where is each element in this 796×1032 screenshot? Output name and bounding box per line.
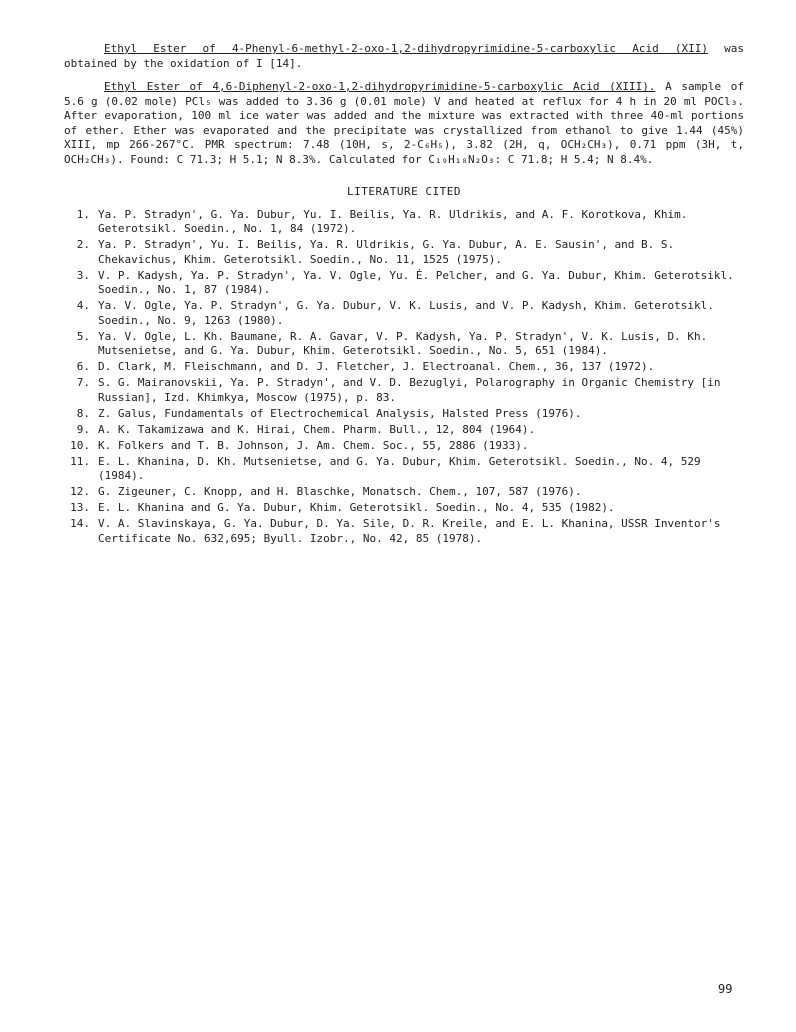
reference-text: A. K. Takamizawa and K. Hirai, Chem. Pharm. Bull., 12, 804 (1964).	[98, 422, 536, 436]
reference-text: D. Clark, M. Fleischmann, and D. J. Fletcher, J. Electroanal. Chem., 36, 137 (1972).	[98, 360, 655, 373]
reference-text: Ya. P. Stradyn', G. Ya. Dubur, Yu. I. Beilis, Ya. R. Uldrikis, and A. F. Korotkova, Khim. Geterotsikl. Soedin., No. 1, 84 (1972).	[98, 207, 688, 235]
page-number: 99	[718, 982, 733, 996]
reference-item	[64, 485, 744, 500]
reference-text: E. L. Khanina and G. Ya. Dubur, Khim. Geterotsikl. Soedin., No. 4, 535 (1982).	[98, 501, 615, 514]
page-body	[64, 42, 744, 548]
reference-number: 5.	[76, 329, 90, 343]
reference-list	[64, 208, 744, 547]
reference-text: V. A. Slavinskaya, G. Ya. Dubur, D. Ya. Sile, D. R. Kreile, and E. L. Khanina, USSR Inventor's Certificate No. 632,695; Byull. Izobr., No. 42, 85 (1978).	[98, 517, 721, 545]
reference-item	[64, 269, 744, 298]
reference-item	[64, 407, 744, 422]
reference-item	[64, 517, 744, 546]
reference-text: Ya. V. Ogle, Ya. P. Stradyn', G. Ya. Dubur, V. K. Lusis, and V. P. Kadysh, Khim. Geterotsikl. Soedin., No. 9, 1263 (1980).	[98, 299, 714, 327]
paragraph-text-xii: was obtained by the oxidation of I [14].	[64, 42, 744, 70]
reference-text: V. P. Kadysh, Ya. P. Stradyn', Ya. V. Ogle, Yu. É. Pelcher, and G. Ya. Dubur, Khim. Geterotsikl. Soedin., No. 1, 87 (1984).	[98, 268, 734, 296]
reference-number: 4.	[76, 299, 90, 312]
literature-cited-heading: LITERATURE CITED	[347, 185, 461, 198]
reference-item	[64, 455, 744, 484]
reference-item	[64, 208, 744, 237]
compound-heading-xiii: Ethyl Ester of 4,6-Diphenyl-2-oxo-1,2-dihydropyrimidine-5-carboxylic Acid (XIII).	[104, 80, 656, 93]
reference-number: 10.	[70, 438, 90, 452]
reference-item	[64, 376, 744, 405]
reference-text: K. Folkers and T. B. Johnson, J. Am. Chem. Soc., 55, 2886 (1933).	[98, 438, 529, 452]
reference-number: 12.	[70, 485, 90, 498]
compound-heading-xii: Ethyl Ester of 4-Phenyl-6-methyl-2-oxo-1,2-dihydropyrimidine-5-carboxylic Acid (XII)	[104, 42, 708, 55]
reference-text: Ya. V. Ogle, L. Kh. Baumane, R. A. Gavar, V. P. Kadysh, Ya. P. Stradyn', V. K. Lusis, D. Kh. Mutsenietse, and G. Ya. Dubur, Khim. Geterotsikl. Soedin., No. 5, 651 (1984).	[98, 329, 708, 357]
reference-number: 11.	[70, 454, 90, 468]
reference-number: 7.	[76, 376, 90, 389]
reference-number: 9.	[76, 422, 90, 436]
reference-item	[64, 238, 744, 267]
reference-number: 3.	[76, 268, 90, 282]
reference-number: 2.	[76, 238, 90, 251]
reference-number: 6.	[76, 360, 90, 373]
reference-item	[64, 501, 744, 516]
paragraph-text-xiii: A sample of 5.6 g (0.02 mole) PCl₅ was added to 3.36 g (0.01 mole) V and heated at reflux for 4 h in 20 ml POCl₃. After evaporation, 100 ml ice water was added and the mixture was extracted with three 40-ml portions of ether. Ether was evaporated and the precipitate was crystallized from ethanol to give 1.44 (45%) XIII, mp 266-267°C. PMR spectrum: 7.48 (10H, s, 2-C₆H₅), 3.82 (2H, q, OCH₂CH₃), 0.71 ppm (3H, t, OCH₂CH₃). Found: C 71.3; H 5.1; N 8.3%. Calculated for C₁₉H₁₈N₂O₃: C 71.8; H 5.4; N 8.4%.	[64, 80, 744, 166]
reference-item	[64, 360, 744, 375]
paragraph-xiii	[64, 80, 744, 167]
reference-text: Z. Galus, Fundamentals of Electrochemical Analysis, Halsted Press (1976).	[98, 406, 582, 420]
reference-text: S. G. Mairanovskii, Ya. P. Stradyn', and V. D. Bezuglyi, Polarography in Organic Chemistry [in Russian], Izd. Khimkya, Moscow (1975), p. 83.	[98, 376, 721, 404]
reference-number: 8.	[76, 406, 90, 420]
reference-text: E. L. Khanina, D. Kh. Mutsenietse, and G. Ya. Dubur, Khim. Geterotsikl. Soedin., No. 4, 529 (1984).	[98, 454, 701, 482]
reference-number: 13.	[70, 501, 90, 514]
reference-item	[64, 423, 744, 438]
reference-item	[64, 439, 744, 454]
reference-item	[64, 330, 744, 359]
reference-number: 14.	[70, 517, 90, 530]
reference-text: Ya. P. Stradyn', Yu. I. Beilis, Ya. R. Uldrikis, G. Ya. Dubur, A. E. Sausin', and B. S. Chekavichus, Khim. Geterotsikl. Soedin., No. 11, 1525 (1975).	[98, 238, 675, 266]
reference-text: G. Zigeuner, C. Knopp, and H. Blaschke, Monatsch. Chem., 107, 587 (1976).	[98, 485, 582, 498]
reference-item	[64, 299, 744, 328]
paragraph-xii	[64, 42, 744, 71]
reference-number: 1.	[76, 207, 90, 221]
